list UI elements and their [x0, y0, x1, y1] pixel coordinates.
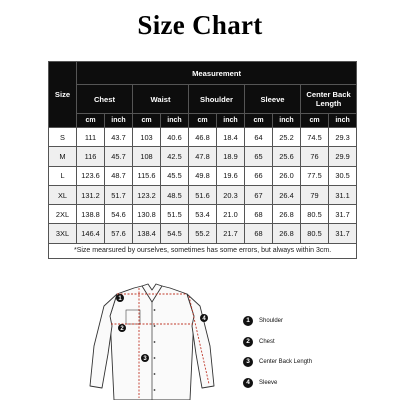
table-row [49, 224, 357, 243]
unit-header: cm [189, 114, 217, 128]
size-cell: M [49, 147, 77, 166]
size-header: Size [49, 62, 77, 128]
legend-item-sleeve [243, 377, 393, 389]
legend-label-shoulder: Shoulder [259, 318, 284, 324]
value-cell: 19.6 [217, 166, 245, 185]
value-cell: 47.8 [189, 147, 217, 166]
value-cell: 64 [245, 128, 273, 147]
value-cell: 116 [77, 147, 105, 166]
value-cell: 80.5 [301, 224, 329, 243]
size-chart-table [48, 61, 357, 259]
value-cell: 18.4 [217, 128, 245, 147]
value-cell: 130.8 [133, 205, 161, 224]
value-cell: 29.3 [329, 128, 357, 147]
value-cell: 25.2 [273, 128, 301, 147]
unit-header: inch [161, 114, 189, 128]
size-cell: S [49, 128, 77, 147]
value-cell: 51.7 [105, 185, 133, 204]
column-header: Sleeve [245, 85, 301, 114]
marker-3-label: 3 [143, 356, 147, 363]
legend-number-2: 2 [243, 337, 253, 347]
value-cell: 26.8 [273, 205, 301, 224]
value-cell: 138.4 [133, 224, 161, 243]
value-cell: 138.8 [77, 205, 105, 224]
value-cell: 49.8 [189, 166, 217, 185]
size-cell: 3XL [49, 224, 77, 243]
page-title: Size Chart [137, 10, 263, 40]
value-cell: 65 [245, 147, 273, 166]
table-row [49, 205, 357, 224]
value-cell: 29.9 [329, 147, 357, 166]
value-cell: 42.5 [161, 147, 189, 166]
value-cell: 77.5 [301, 166, 329, 185]
value-cell: 79 [301, 185, 329, 204]
value-cell: 21.7 [217, 224, 245, 243]
marker-1-label: 1 [118, 296, 122, 303]
value-cell: 54.6 [105, 205, 133, 224]
value-cell: 76 [301, 147, 329, 166]
value-cell: 74.5 [301, 128, 329, 147]
table-row [49, 147, 357, 166]
marker-4-label: 4 [202, 316, 206, 323]
column-header: Shoulder [189, 85, 245, 114]
measurement-note: *Size mearsured by ourselves, sometimes has some errors, but always within 3cm. [49, 243, 357, 258]
unit-header: inch [273, 114, 301, 128]
marker-2-label: 2 [120, 326, 124, 333]
value-cell: 80.5 [301, 205, 329, 224]
value-cell: 31.7 [329, 224, 357, 243]
column-header: Waist [133, 85, 189, 114]
value-cell: 115.6 [133, 166, 161, 185]
value-cell: 45.5 [161, 166, 189, 185]
value-cell: 51.6 [189, 185, 217, 204]
value-cell: 21.0 [217, 205, 245, 224]
value-cell: 46.8 [189, 128, 217, 147]
value-cell: 67 [245, 185, 273, 204]
value-cell: 57.6 [105, 224, 133, 243]
unit-header: cm [301, 114, 329, 128]
unit-header: inch [329, 114, 357, 128]
measurement-header: Measurement [77, 62, 357, 85]
table-row [49, 185, 357, 204]
shirt-diagram [82, 276, 222, 400]
value-cell: 131.2 [77, 185, 105, 204]
value-cell: 103 [133, 128, 161, 147]
measurement-legend [243, 315, 393, 397]
unit-header: inch [217, 114, 245, 128]
value-cell: 18.9 [217, 147, 245, 166]
value-cell: 26.0 [273, 166, 301, 185]
value-cell: 26.8 [273, 224, 301, 243]
value-cell: 108 [133, 147, 161, 166]
value-cell: 31.1 [329, 185, 357, 204]
legend-item-chest [243, 336, 393, 348]
size-cell: XL [49, 185, 77, 204]
value-cell: 26.4 [273, 185, 301, 204]
unit-header: cm [77, 114, 105, 128]
value-cell: 66 [245, 166, 273, 185]
legend-number-3: 3 [243, 357, 253, 367]
column-header: Center Back Length [301, 85, 357, 114]
value-cell: 51.5 [161, 205, 189, 224]
value-cell: 146.4 [77, 224, 105, 243]
value-cell: 43.7 [105, 128, 133, 147]
value-cell: 48.5 [161, 185, 189, 204]
legend-number-4: 4 [243, 378, 253, 388]
value-cell: 123.6 [77, 166, 105, 185]
value-cell: 68 [245, 205, 273, 224]
legend-item-shoulder [243, 315, 393, 327]
table-row [49, 166, 357, 185]
legend-label-center-back-length: Center Back Length [259, 359, 313, 365]
size-cell: 2XL [49, 205, 77, 224]
value-cell: 40.6 [161, 128, 189, 147]
unit-header: inch [105, 114, 133, 128]
value-cell: 31.7 [329, 205, 357, 224]
unit-header: cm [245, 114, 273, 128]
value-cell: 54.5 [161, 224, 189, 243]
shirt-illustration [82, 276, 222, 400]
value-cell: 123.2 [133, 185, 161, 204]
legend-label-sleeve: Sleeve [259, 379, 278, 386]
legend-number-1: 1 [243, 316, 253, 326]
value-cell: 30.5 [329, 166, 357, 185]
value-cell: 48.7 [105, 166, 133, 185]
value-cell: 111 [77, 128, 105, 147]
unit-header: cm [133, 114, 161, 128]
value-cell: 68 [245, 224, 273, 243]
size-cell: L [49, 166, 77, 185]
value-cell: 53.4 [189, 205, 217, 224]
legend-item-center-back-length [243, 356, 393, 368]
value-cell: 25.6 [273, 147, 301, 166]
column-header: Chest [77, 85, 133, 114]
legend-label-chest: Chest [259, 338, 275, 345]
value-cell: 45.7 [105, 147, 133, 166]
value-cell: 55.2 [189, 224, 217, 243]
table-row [49, 128, 357, 147]
value-cell: 20.3 [217, 185, 245, 204]
